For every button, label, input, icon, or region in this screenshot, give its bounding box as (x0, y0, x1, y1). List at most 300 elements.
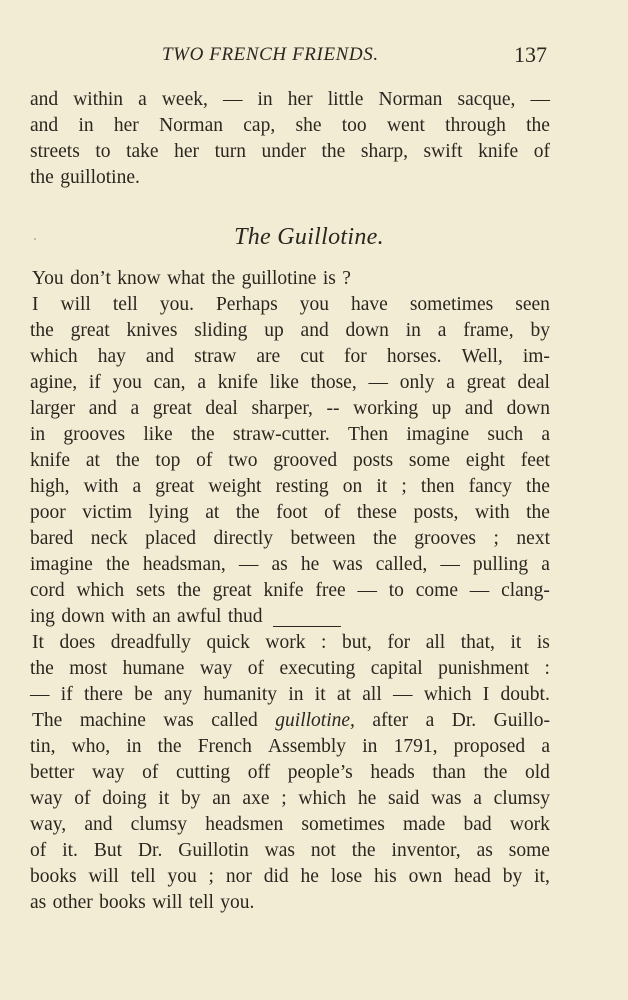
word: — (222, 89, 243, 110)
text-line (30, 139, 550, 165)
word: these (356, 502, 397, 523)
word: in (257, 89, 273, 110)
word: It (32, 632, 44, 653)
text-line (30, 292, 550, 318)
word: straw (194, 346, 237, 367)
word: next (516, 528, 550, 549)
word: the (190, 424, 215, 445)
word: lying (148, 502, 189, 523)
word: little (327, 89, 364, 110)
word: the (177, 580, 201, 601)
word: like (143, 424, 173, 445)
word: the (30, 320, 54, 341)
word: directly (213, 528, 274, 549)
word: headsmen (205, 814, 284, 835)
word: made (403, 814, 446, 835)
word: and (464, 398, 494, 419)
word: any (163, 684, 193, 705)
word: working (353, 398, 419, 419)
word: great (466, 372, 506, 393)
word: machine (79, 710, 146, 731)
word: who, (71, 736, 111, 757)
word: does (59, 632, 96, 653)
text-line (30, 552, 550, 578)
word: and (88, 398, 117, 419)
word: in (405, 320, 421, 341)
word: cutting (175, 762, 231, 783)
word: executing (279, 658, 356, 679)
word: eight (465, 450, 505, 471)
word: some (408, 450, 451, 471)
word: the (105, 554, 130, 575)
word: bared (30, 528, 74, 549)
word: — (530, 89, 550, 110)
text-line (30, 396, 550, 422)
word: the (30, 658, 54, 679)
word: Dr. (451, 710, 477, 731)
word: for (344, 346, 367, 367)
word: guillotine, (275, 710, 355, 731)
word: : (321, 632, 327, 653)
word: — (30, 684, 50, 705)
word: doubt. (500, 684, 550, 705)
section-heading: The Guillotine. (234, 224, 384, 250)
word: books (30, 866, 77, 887)
word: tell (130, 866, 156, 887)
word: head (454, 866, 491, 887)
text-line (30, 165, 550, 191)
word: ; (401, 476, 407, 497)
text-line (30, 448, 550, 474)
word: ; (493, 528, 499, 549)
word: don’t (70, 268, 111, 289)
word: of (30, 840, 47, 861)
word: up (431, 398, 452, 419)
text-line (30, 604, 550, 630)
word: as (476, 840, 493, 861)
page-number: 137 (514, 42, 547, 67)
word: those, (310, 372, 357, 393)
word: did (263, 866, 289, 887)
word: I (482, 684, 490, 705)
word: the (483, 762, 508, 783)
word: at (205, 502, 220, 523)
word: cut (300, 346, 325, 367)
word: and (30, 115, 59, 136)
word: you. (159, 294, 194, 315)
text-line (30, 370, 550, 396)
word: will (88, 866, 119, 887)
word: will (152, 892, 183, 913)
word: better (30, 762, 75, 783)
word: than (432, 762, 466, 783)
word: — (393, 684, 413, 705)
word: the (157, 736, 182, 757)
word: clumsy (130, 814, 188, 835)
word: free (315, 580, 346, 601)
word: guillotine (241, 268, 317, 289)
word: take (126, 141, 159, 162)
word: doing (102, 788, 147, 809)
word: off (247, 762, 271, 783)
word: people’s (287, 762, 353, 783)
word: and (300, 320, 329, 341)
word: proposed (453, 736, 526, 757)
word: agine, (30, 372, 78, 393)
word: humanity (203, 684, 278, 705)
word: heads (370, 762, 415, 783)
word: called, (375, 554, 428, 575)
word: victim (82, 502, 133, 523)
text-line (30, 344, 550, 370)
word: and (30, 89, 59, 110)
word: his (374, 866, 397, 887)
word: — (469, 580, 490, 601)
word: a (541, 554, 550, 575)
word: down (61, 606, 105, 627)
word: Guillo- (493, 710, 550, 731)
word: is (536, 632, 550, 653)
word: in (288, 684, 304, 705)
word: ? (342, 268, 351, 289)
word: and (84, 814, 113, 835)
word: axe (242, 788, 270, 809)
word: to (388, 580, 404, 601)
word: and (145, 346, 175, 367)
word: great (70, 320, 110, 341)
word: posts, (413, 502, 459, 523)
word: the (235, 502, 260, 523)
word: of (533, 141, 550, 162)
word: own (408, 866, 443, 887)
word: placed (145, 528, 196, 549)
word: with (111, 606, 146, 627)
word: it (158, 788, 170, 809)
word: if (60, 684, 73, 705)
word: a (132, 476, 142, 497)
word: by (530, 320, 550, 341)
word: is (322, 268, 336, 289)
word: seen (515, 294, 550, 315)
word: work (265, 632, 306, 653)
word: sharper, (251, 398, 313, 419)
word: streets (30, 141, 80, 162)
text-line (30, 474, 550, 500)
text-line (30, 266, 550, 292)
word: resting (275, 476, 329, 497)
word: knives (126, 320, 178, 341)
word: lose (330, 866, 363, 887)
word: that, (460, 632, 495, 653)
word: Dr. (137, 840, 163, 861)
word: cord (30, 580, 65, 601)
word: you (299, 294, 329, 315)
word: great (152, 398, 192, 419)
word: a (541, 736, 550, 757)
word: awful (177, 606, 222, 627)
word: imagine (406, 424, 470, 445)
word: to (95, 141, 111, 162)
word: which (423, 684, 472, 705)
word: such (487, 424, 524, 445)
word: capital (370, 658, 423, 679)
word: the (351, 840, 376, 861)
word: The (32, 710, 63, 731)
word: a (437, 320, 447, 341)
word: at (336, 684, 351, 705)
word: which (298, 788, 347, 809)
word: Then (348, 424, 389, 445)
text-line (30, 812, 550, 838)
word: tell (112, 294, 138, 315)
word: which (76, 580, 125, 601)
word: an (152, 606, 171, 627)
word: French (197, 736, 252, 757)
word: as (271, 554, 288, 575)
word: by (181, 788, 201, 809)
word: old (524, 762, 550, 783)
word: he (300, 866, 319, 887)
word: imagine (30, 554, 93, 575)
word: if (88, 372, 101, 393)
word: most (69, 658, 108, 679)
text-line (30, 630, 550, 656)
word: knife (217, 372, 258, 393)
word: thud (227, 606, 263, 627)
word: it (314, 684, 326, 705)
word: feet (520, 450, 550, 471)
word: im- (522, 346, 550, 367)
word: was (431, 788, 462, 809)
word: under (261, 141, 306, 162)
word: -- (326, 398, 340, 419)
word: way (30, 788, 63, 809)
main-text (30, 266, 550, 916)
word: will (60, 294, 91, 315)
dash-rule (273, 601, 341, 627)
word: way (199, 658, 233, 679)
word: at (85, 450, 100, 471)
word: was (264, 840, 295, 861)
word: he (300, 554, 320, 575)
word: he (357, 788, 377, 809)
word: not (310, 840, 336, 861)
word: ing (30, 606, 55, 627)
word: in (30, 424, 46, 445)
word: as (30, 892, 47, 913)
word: it (376, 476, 388, 497)
word: all (425, 632, 446, 653)
word: ; (208, 866, 214, 887)
word: with (83, 476, 119, 497)
word: weight (208, 476, 262, 497)
word: other (52, 892, 93, 913)
word: deal (205, 398, 238, 419)
word: books (99, 892, 146, 913)
text-line (30, 734, 550, 760)
word: inventor, (391, 840, 461, 861)
word: sets (135, 580, 166, 601)
word: she (295, 115, 322, 136)
word: way, (30, 814, 67, 835)
running-header (0, 44, 628, 74)
word: you (167, 866, 197, 887)
word: deal (517, 372, 550, 393)
word: — (238, 554, 259, 575)
word: week, (161, 89, 208, 110)
running-title: TWO FRENCH FRIENDS. (162, 44, 379, 65)
word: her (174, 141, 200, 162)
text-line (30, 760, 550, 786)
word: an (212, 788, 231, 809)
word: a (473, 788, 482, 809)
word: tin, (30, 736, 56, 757)
word: after (372, 710, 409, 731)
word: sliding (194, 320, 248, 341)
word: it (510, 632, 522, 653)
word: her (113, 115, 139, 136)
word: work (509, 814, 550, 835)
word: hay (97, 346, 126, 367)
word: humane (122, 658, 185, 679)
word: what (167, 268, 205, 289)
text-line (30, 500, 550, 526)
word: on (342, 476, 363, 497)
word: it, (534, 866, 550, 887)
word: straw-cutter. (232, 424, 330, 445)
word: all (362, 684, 382, 705)
word: great (212, 580, 252, 601)
word: pulling (472, 554, 529, 575)
word: the (372, 528, 397, 549)
word: grooves (63, 424, 126, 445)
word: foot (276, 502, 308, 523)
word: only (399, 372, 435, 393)
word: are (256, 346, 281, 367)
word: poor (30, 502, 66, 523)
word: Norman (378, 89, 443, 110)
word: — (357, 580, 377, 601)
word: clumsy (493, 788, 550, 809)
word: I (32, 294, 39, 315)
word: down (506, 398, 550, 419)
word: of (324, 502, 341, 523)
word: high, (30, 476, 70, 497)
text-line (30, 890, 550, 916)
text-line (30, 526, 550, 552)
text-line (30, 682, 550, 708)
word: up (264, 320, 284, 341)
word: Guillotin (178, 840, 249, 861)
word: But (93, 840, 123, 861)
text-line (30, 838, 550, 864)
word: can, (153, 372, 186, 393)
word: you. (220, 892, 255, 913)
word: know (117, 268, 161, 289)
word: sharp, (360, 141, 408, 162)
word: too (341, 115, 367, 136)
word: come (415, 580, 458, 601)
word: of (142, 762, 159, 783)
word: knife (478, 141, 519, 162)
text-line (30, 708, 550, 734)
word: way (92, 762, 125, 783)
word: for (387, 632, 411, 653)
word: went (386, 115, 425, 136)
text-line (30, 87, 550, 113)
word: — (440, 554, 460, 575)
word: be (134, 684, 153, 705)
word: then (420, 476, 455, 497)
word: clang- (501, 580, 550, 601)
word: knife (263, 580, 304, 601)
word: it. (62, 840, 78, 861)
word: two (228, 450, 258, 471)
word: ; (281, 788, 287, 809)
word: tell (188, 892, 214, 913)
text-line (30, 318, 550, 344)
word: cap, (243, 115, 276, 136)
word: horses. (386, 346, 442, 367)
word: of (196, 450, 213, 471)
word: have (350, 294, 388, 315)
text-line (30, 864, 550, 890)
word: her (287, 89, 313, 110)
word: a (541, 424, 550, 445)
word: you (112, 372, 142, 393)
word: a (446, 372, 455, 393)
word: headsman, (142, 554, 226, 575)
word: of (247, 658, 264, 679)
word: of (74, 788, 91, 809)
word: called (211, 710, 258, 731)
word: You (32, 268, 64, 289)
text-line (30, 113, 550, 139)
word: turn (214, 141, 246, 162)
word: the (526, 502, 550, 523)
word: grooved (273, 450, 338, 471)
word: the (115, 450, 140, 471)
word: grooves (414, 528, 477, 549)
word: a (130, 398, 140, 419)
word: by (502, 866, 523, 887)
word: said (387, 788, 420, 809)
word: a (197, 372, 206, 393)
word: the (30, 167, 54, 188)
word: : (544, 658, 550, 679)
word: sometimes (301, 814, 385, 835)
text-line (30, 786, 550, 812)
word: the (211, 268, 236, 289)
word: frame, (463, 320, 514, 341)
word: Well, (461, 346, 503, 367)
word: 1791, (393, 736, 438, 757)
word: — (368, 372, 388, 393)
word: but, (342, 632, 372, 653)
word: posts (353, 450, 394, 471)
text-line (30, 422, 550, 448)
word: sometimes (409, 294, 494, 315)
word: bad (463, 814, 492, 835)
word: Norman (159, 115, 223, 136)
word: was (163, 710, 194, 731)
word: through (445, 115, 506, 136)
word: like (269, 372, 299, 393)
word: guillotine. (60, 167, 140, 188)
word: the (526, 476, 550, 497)
word: punishment (438, 658, 530, 679)
text-line (30, 656, 550, 682)
